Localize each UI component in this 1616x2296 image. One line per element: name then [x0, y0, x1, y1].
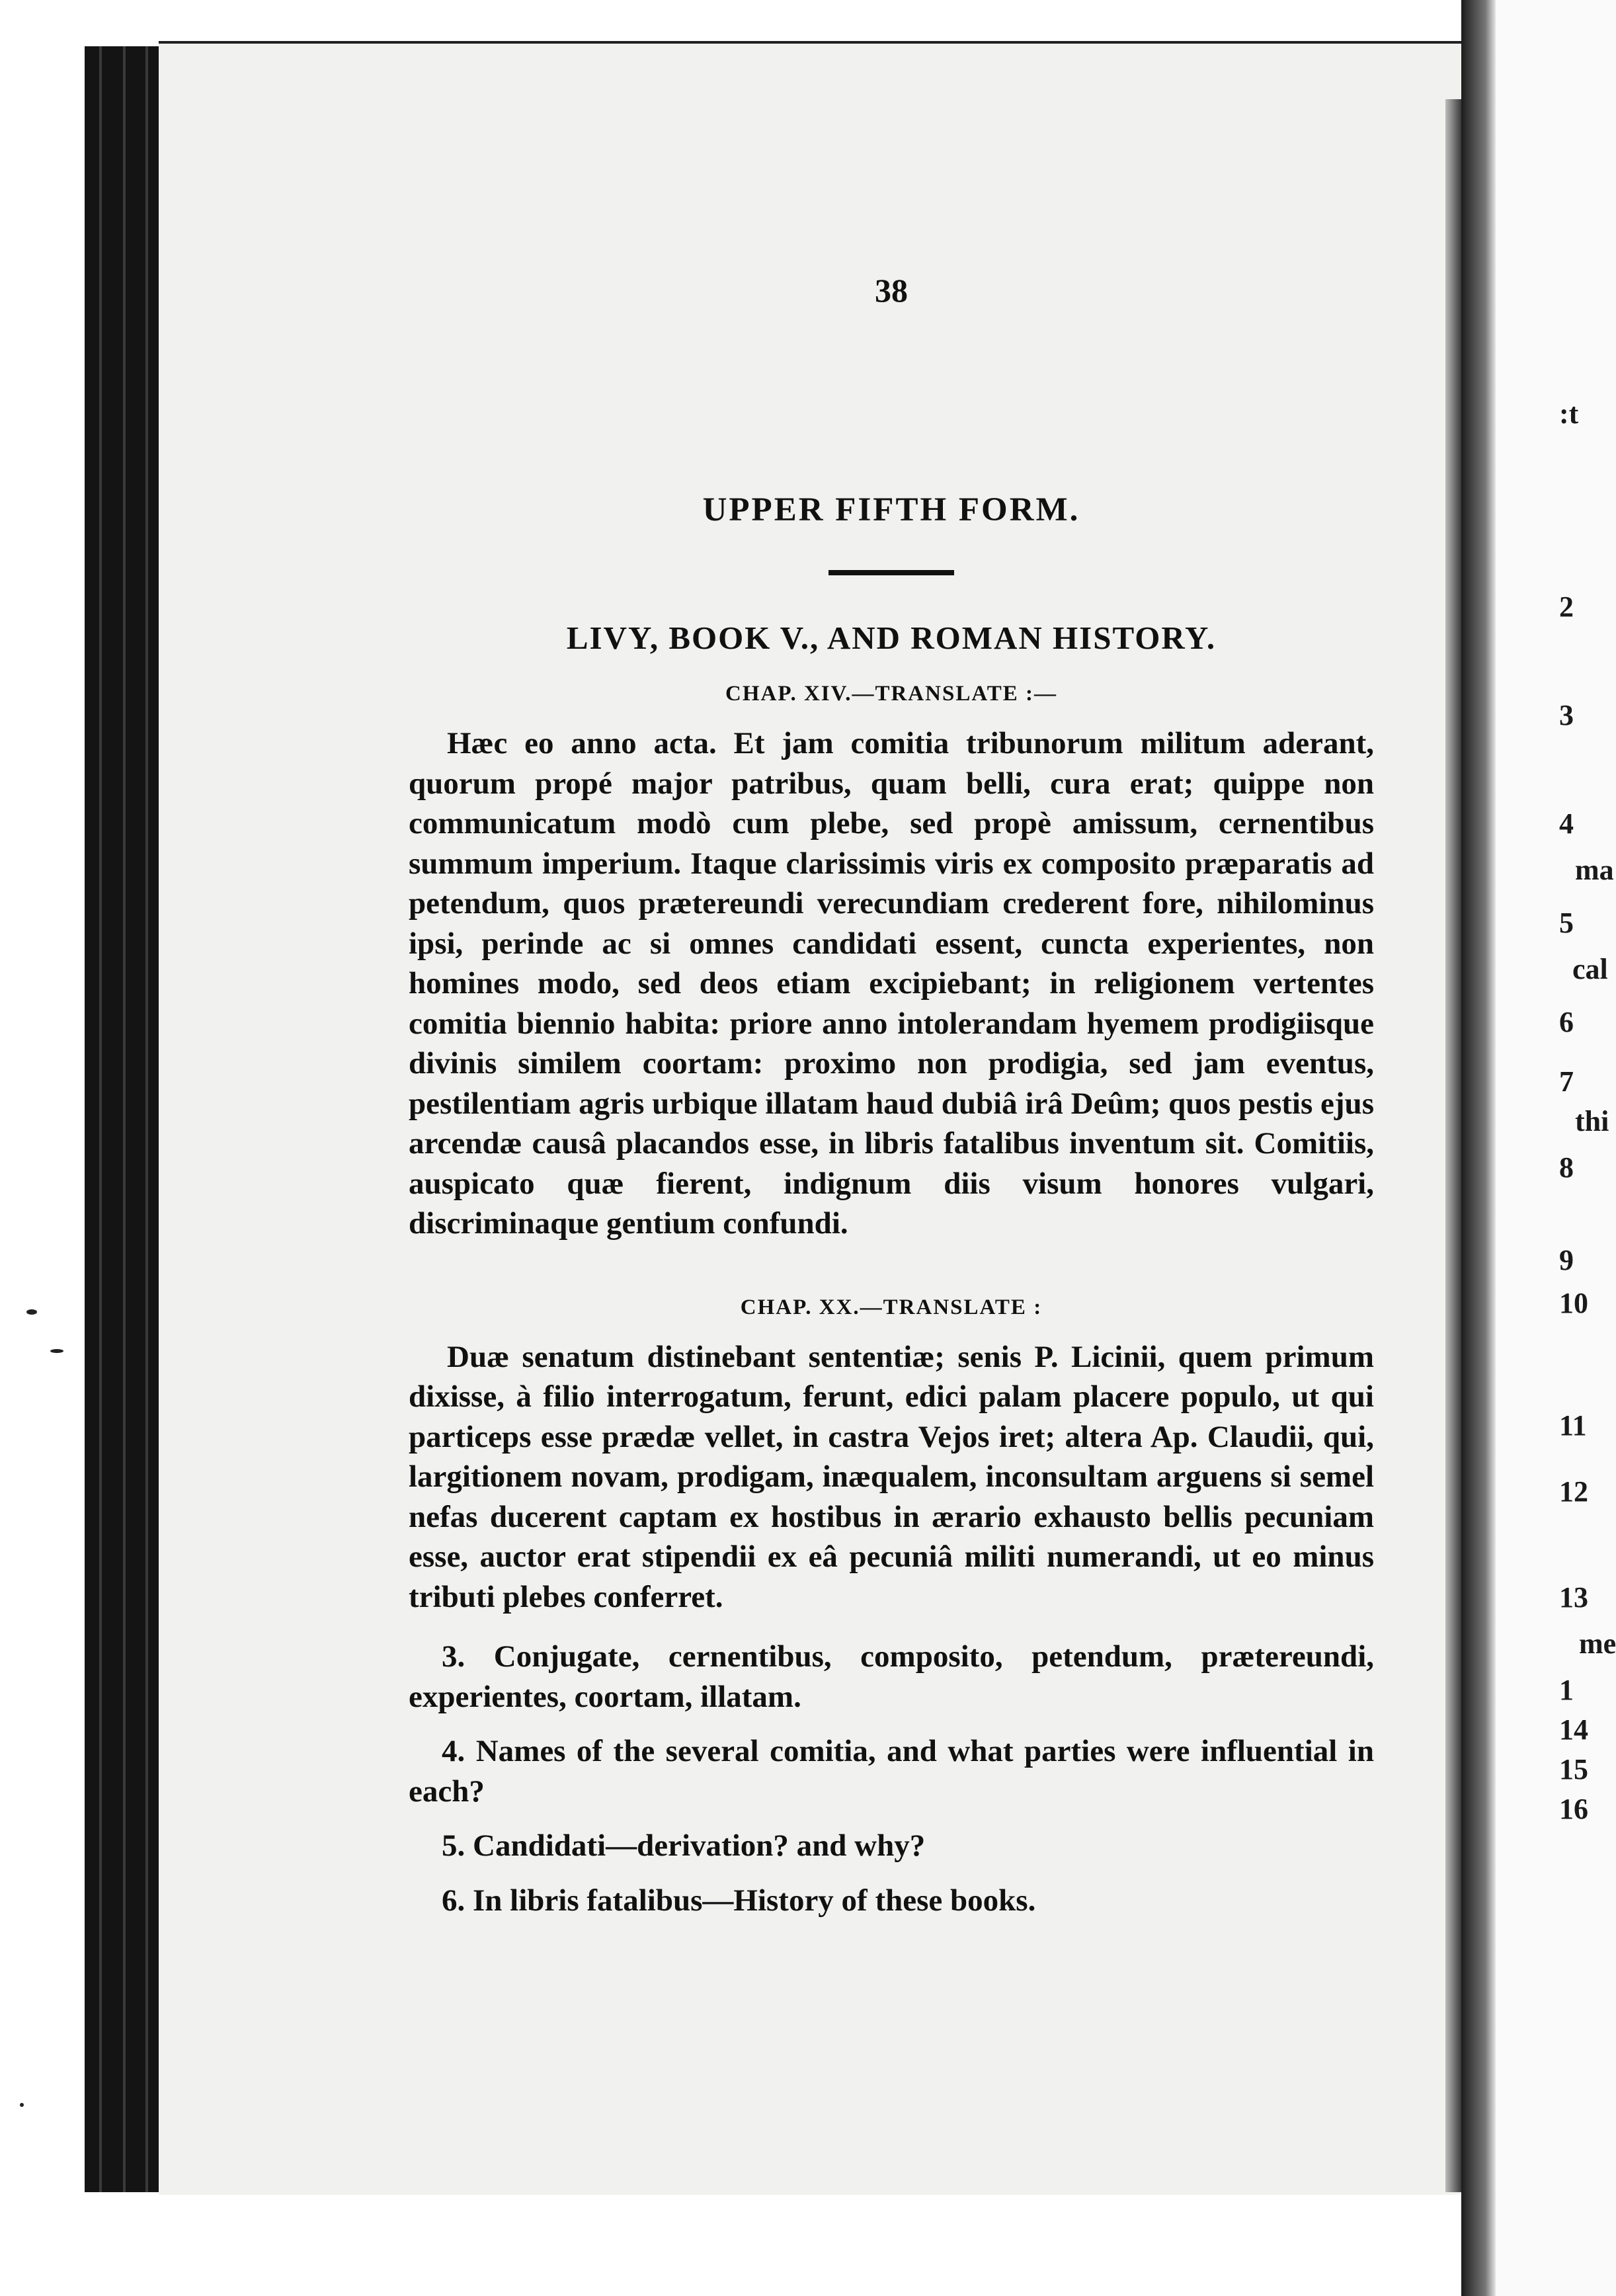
exam-question: 6. In libris fatalibus—History of these books.	[442, 1883, 1036, 1918]
adjacent-page	[1461, 0, 1616, 2296]
exam-question: 3. Conjugate, cernentibus, composito, petendum, prætereundi, experientes, coortam, illatam.	[409, 1639, 1374, 1714]
adjacent-fragment: 2	[1559, 591, 1574, 623]
adjacent-fragment: 5	[1559, 907, 1574, 939]
gutter-shadow	[1445, 99, 1461, 2192]
adjacent-fragment: 14	[1559, 1713, 1588, 1746]
scan-speck	[26, 1309, 37, 1315]
adjacent-fragment: 16	[1559, 1793, 1588, 1825]
adjacent-fragment: 9	[1559, 1244, 1574, 1276]
page-content	[409, 271, 1374, 1920]
adjacent-fragment: thi	[1575, 1105, 1609, 1137]
adjacent-fragment: 6	[1559, 1006, 1574, 1038]
adjacent-fragment: 4	[1559, 807, 1574, 840]
adjacent-fragment: ma	[1575, 854, 1614, 886]
exam-question: 4. Names of the several comitia, and what parties were influential in each?	[409, 1734, 1374, 1809]
adjacent-fragment: 3	[1559, 699, 1574, 731]
adjacent-fragment: me	[1579, 1627, 1616, 1660]
adjacent-fragment: cal	[1572, 953, 1608, 985]
binding-stripe	[145, 46, 148, 2192]
binding-stripe	[123, 46, 126, 2192]
adjacent-fragment: 11	[1559, 1409, 1587, 1442]
exam-question: 5. Candidati—derivation? and why?	[442, 1828, 926, 1863]
translation-passage: Duæ senatum distinebant sententiæ; senis P. Licinii, quem primum dixisse, à filio interrogatum, ferunt, edici palam placere populo, ut qui particeps esse prædæ vellet, in castra Vejos iret; altera Ap. Claudii, qui, largitionem novam, prodigam, inæqualem, inconsultam arguens si semel nefas ducerent captam ex hostibus in ærario exhausto bellis pecuniam esse, auctor erat stipendii ex eâ pecuniâ militi numerandi, ut eo minus tributi plebes conferret.	[409, 1339, 1374, 1614]
subject-title: LIVY, BOOK V., AND ROMAN HISTORY.	[566, 620, 1217, 656]
adjacent-fragment: 15	[1559, 1753, 1588, 1785]
chapter-heading: CHAP. XX.—TRANSLATE :	[740, 1295, 1043, 1319]
adjacent-fragment: 1	[1559, 1674, 1574, 1706]
title-rule	[828, 570, 954, 575]
translation-passage: Hæc eo anno acta. Et jam comitia tribunorum militum aderant, quorum propé major patribus, quam belli, cura erat; quippe non communicatum modò cum plebe, sed propè amissum, cernentibus summum imperium. Itaque clarissimis viris ex composito præparatis ad petendum, quos prætereundi verecundiam crederent fore, nihilominus ipsi, perinde ac si omnes candidati essent, cuncta experientes, non homines modo, sed deos etiam excipiebant; in religionem vertentes comitia biennio habita: priore anno intolerandam hyemem prodigiisque divinis similem coortam: proximo non prodigia, sed jam eventus, pestilentiam agris urbique illatam haud dubiâ irâ Deûm; quos pestis ejus arcendæ causâ placandos esse, in libris fatalibus inventum sit. Comitiis, auspicato quæ fierent, indignum diis visum honores vulgari, discriminaque gentium confundi.	[409, 726, 1374, 1241]
adjacent-fragment: 8	[1559, 1151, 1574, 1184]
adjacent-fragment: 10	[1559, 1287, 1588, 1319]
chapter-heading: CHAP. XIV.—TRANSLATE :—	[725, 682, 1057, 706]
adjacent-fragment: 7	[1559, 1065, 1574, 1098]
adjacent-fragment: 13	[1559, 1581, 1588, 1614]
binding-stripe	[99, 46, 102, 2192]
adjacent-page-edge	[1461, 0, 1496, 2296]
book-binding	[85, 46, 159, 2192]
section-title: UPPER FIFTH FORM.	[702, 491, 1080, 528]
scan-speck	[50, 1349, 63, 1353]
adjacent-fragment: 12	[1559, 1475, 1588, 1508]
page-number: 38	[875, 272, 908, 309]
adjacent-fragment: :t	[1559, 397, 1579, 430]
scan-speck	[20, 2103, 24, 2107]
